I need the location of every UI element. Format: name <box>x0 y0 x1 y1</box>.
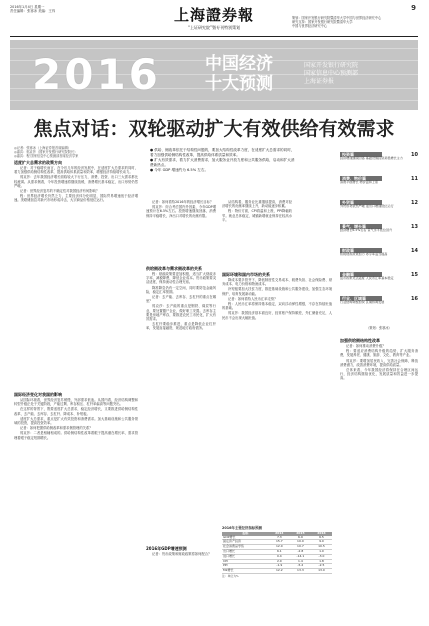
paragraph: 记者：货币政策和财政政策将如何配合？ <box>152 552 212 556</box>
article-column-2d <box>146 552 216 616</box>
masthead-title: 上海證券報 <box>173 6 254 24</box>
page-number: 9 <box>411 4 416 12</box>
sponsor-line: 研究支持：国家开发银行研究院暨清华大学 <box>292 20 353 24</box>
contents-item-desc: 行业结构调整加快 区域协调发展 <box>340 300 385 305</box>
dateline <box>10 5 80 13</box>
paragraph: 降成本要多管齐下，降低制度性交易成本、税费负担、社会保险费、财务成本、电力价格和物流成本。 <box>222 278 332 287</box>
paragraph: 程：物价方面，CPI将温和上涨，PPI降幅收窄。就业总体稳定，城镇新增就业保持在较高水平。 <box>222 209 292 222</box>
banner-org: 国家信息中心预测部 <box>304 70 359 77</box>
feature-banner <box>10 40 418 110</box>
article-column-1b <box>14 398 138 616</box>
contents-index <box>340 152 418 326</box>
contents-item-title: 金融篇 <box>340 272 382 277</box>
banner-org: 国家开发银行研究院 <box>304 62 359 69</box>
indicator-value: 15.7 <box>269 540 290 545</box>
paragraph: 降准降息仍有一定空间，同时要防范金融风险，稳定汇率预期。 <box>146 285 216 294</box>
contents-item-title: 景气、增长篇 <box>340 224 382 229</box>
credit-line: ◎嘉宾：程 国家信息中心预测部首席经济学家 <box>14 154 79 158</box>
banner-stripe <box>10 48 418 49</box>
indicator-value: 2.0 <box>269 559 290 564</box>
key-point: ● 今年 GDP 增速约为 6.5% 左右。 <box>150 168 209 172</box>
contents-item-desc: 投资增速继续回落 基础设施投资是稳增长主力 <box>340 156 403 161</box>
indicator-name: PPI <box>222 564 269 569</box>
contents-item-title: 行业、区域篇 <box>340 296 382 301</box>
page-headline: 焦点对话：双轮驱动扩大有效供给有效需求 <box>33 118 395 140</box>
indicator-name: 出口增长 <box>222 549 269 554</box>
credit-line: ◎嘉宾：郭克莎（国家开发银行研究院院长） <box>14 150 78 154</box>
column-header: 2015 <box>290 532 311 536</box>
paragraph: 记者：世界经济复苏的不确定性对我国经济有何影响？ <box>20 189 100 194</box>
contents-item-desc: 消费平稳增长 物价温和上涨 <box>340 180 379 185</box>
paragraph: 程：人民币汇率将保持基本稳定，双向浮动弹性增强，不存在持续贬值的基础。 <box>222 302 332 311</box>
sponsor-credits <box>292 16 418 28</box>
paragraph: 郭克莎：去年我国经济增长面临较大下行压力，消费、投资、出口三大需求都比较疲弱。从需求侧看，今年投资增速将继续放缓，消费增长基本稳定，出口形势仍然严峻。 <box>14 175 138 188</box>
paragraph: 补短板要加大扶贫力度，推进基础设施和公共服务建设，加强生态环境保护，培育发展新动能。 <box>222 287 332 296</box>
table-body <box>222 536 332 574</box>
banner-title-line: 中国经济 <box>205 54 273 74</box>
banner-title-line: 十大预测 <box>205 74 273 94</box>
contents-item-page: 11 <box>411 176 418 182</box>
article-column-2b <box>222 200 292 262</box>
sponsor-line: 中国与世界经济研究中心 <box>292 24 328 28</box>
column-header: 2016 <box>311 532 332 536</box>
contents-item-desc: 货币政策灵活适度 人民币汇率基本稳定 <box>340 276 394 281</box>
section-heading: 加强供给侧结构性改革 <box>340 338 380 343</box>
contents-item-page: 12 <box>411 200 418 206</box>
column-header: 2014 <box>269 532 290 536</box>
paragraph: 记者：如何把握供给侧改革和需求侧管理的关系？ <box>20 426 93 431</box>
indicator-value: -3.0 <box>311 554 332 559</box>
article-column-2c <box>146 272 216 542</box>
data-table <box>222 532 332 574</box>
indicator-value: 1.8 <box>311 559 332 564</box>
indicator-value: 1.4 <box>290 559 311 564</box>
indicator-value: 12.0 <box>269 545 290 550</box>
key-points <box>150 148 298 173</box>
contents-item-page: 14 <box>411 248 418 254</box>
top-divider <box>10 36 418 37</box>
contents-item-page: 16 <box>411 296 418 302</box>
contents-item-page: 13 <box>411 224 418 230</box>
paragraph: 记者：去产能、去库存、去杠杆的重点在哪里？ <box>146 295 216 304</box>
date-text: 2016年1月4日 星期一 <box>10 5 45 9</box>
table-row <box>222 569 332 574</box>
contents-item-title: 投资篇 <box>340 152 382 157</box>
indicator-value: 10.0 <box>290 540 311 545</box>
paragraph: 在这样的背景下，既要适度扩大总需求，稳定经济增长，又要推进供给侧结构性改革，去产能、去库存、去杠杆、降成本、补短板。 <box>14 407 138 416</box>
indicator-name: 进口增长 <box>222 554 269 559</box>
paragraph: 郭克莎：综合考虑国内外因素，今年GDP增速预计在6.5%左右。投资增速继续回落，消费保持平稳增长，净出口对增长的贡献有限。 <box>146 205 216 218</box>
table-title: 2016年主要经济指标预测 <box>222 526 262 530</box>
indicator-value: 10.5 <box>311 545 332 550</box>
indicator-name: M2增长 <box>222 569 269 574</box>
column-header: 指标 <box>222 532 269 536</box>
indicator-value: -14.1 <box>290 554 311 559</box>
paragraph: 去杠杆要稳步推进，重点是降低企业杠杆率，发展直接融资，规范地方政府债务。 <box>146 322 216 331</box>
paragraph: 记者：如何看待2016年的经济增长目标？ <box>152 200 214 204</box>
paragraph: 程：要适应消费结构升级的趋势，扩大服务消费，发展养老、健康、旅游、文化、教育等产业。 <box>340 349 418 358</box>
paragraph: 郭克莎：去产能的重点是钢铁、煤炭等行业，要处置僵尸企业，做好职工安置。去库存主要是房地产库存，要推进农民工市民化，扩大有效需求。 <box>146 304 216 322</box>
indicator-value: 6.1 <box>269 549 290 554</box>
article-column-2a <box>146 200 216 262</box>
section-heading: 国际环境和国内市场的关系 <box>222 272 270 277</box>
key-point: ● 供给、侧改革依托于结构性问题的，要加大结构性改革力度，在适度扩大总需求的同时，着力加强供给侧结构性改革，提高供给体系质量和效率。 <box>150 148 295 157</box>
banner-org: 上海证券报 <box>304 78 335 85</box>
indicator-name: 固定资产投资 <box>222 540 269 545</box>
indicator-value: 6.5 <box>311 536 332 540</box>
contents-footer: （策划：张寒冰） <box>366 326 392 330</box>
indicator-value: 9.0 <box>311 540 332 545</box>
indicator-value: 12.2 <box>269 569 290 574</box>
article-column-3 <box>222 278 332 522</box>
key-point: ● 扩大有效需求，着力扩大消费需求，加大服务业开放力度和公共服务供给，启动和扩大消费新热点。 <box>150 158 295 167</box>
sponsor-line: 策划：国家开发银行研究院暨清华大学中国与世界经济研究中心 <box>292 16 382 20</box>
indicator-value: -2.8 <box>290 549 311 554</box>
indicator-name: CPI <box>222 559 269 564</box>
interview-credits <box>14 146 134 158</box>
paragraph: 郭克莎：二者是相辅相成的。供给侧结构性改革着眼于提高潜在增长率，需求管理着眼于稳定短期增长。 <box>14 431 138 440</box>
section-heading: 供给侧改革与需求侧改革的关系 <box>146 266 202 271</box>
paragraph: 记者：如何推动消费升级？ <box>346 344 386 348</box>
indicator-name: 社会消费品零售 <box>222 545 269 550</box>
indicator-value: 0.4 <box>269 554 290 559</box>
indicator-value: 6.9 <box>290 536 311 540</box>
contents-item[interactable] <box>340 296 418 326</box>
banner-title <box>205 54 300 94</box>
article-column-1 <box>14 166 138 388</box>
paragraph: 记者：对于稳增长而言，在今后几年的经济发展中，在适度扩大总需求的同时，着力加强供给侧结构性改革，提高供给体系质量和效率，增强经济持续增长动力。 <box>14 166 138 175</box>
credit-line: ◎记者：张寒冰（上海证券报首席编辑） <box>14 146 71 150</box>
contents-item-title: 消费、物价篇 <box>340 176 382 181</box>
paragraph: 从结构看，服务业比重继续提高，消费对经济增长的贡献率继续上升，新动能逐步积累。 <box>222 200 292 209</box>
banner-year: 2016 <box>32 50 161 99</box>
paragraph: 记者：如何看待人民币汇率走势？ <box>228 296 278 301</box>
section-heading: 适度扩大总需求的政策方向 <box>14 160 62 165</box>
paragraph: 总体来看，今年我国经济将保持在合理区间运行，经济结构继续优化，发展质量和效益进一步提高。 <box>340 368 418 381</box>
paragraph: 程：世界经济增长仍然乏力，主要经济体分化明显，国际贸易增速低于经济增速。美联储加息对新兴市场形成冲击，大宗商品价格低位运行。 <box>14 194 138 203</box>
indicator-value: 13.0 <box>311 569 332 574</box>
paragraph: 从国际环境看，世界经济复苏缓慢，外部需求低迷。从国内看，经济结构调整和转型升级正处于关键阶段，产能过剩、库存积压、杠杆率偏高等问题突出。 <box>14 398 138 407</box>
table-note: 注：单位为% <box>222 573 239 578</box>
paragraph: 适度扩大总需求，重点是扩大有效投资和消费需求。加大基础设施和公共服务领域的投资，提高投资效率。 <box>14 416 138 426</box>
contents-item-page: 15 <box>411 272 418 278</box>
editor-credit: 责任编辑：张寒冰 美编：王茸 <box>10 9 56 14</box>
indicator-value: -1.9 <box>269 564 290 569</box>
indicator-value: 7.3 <box>269 536 290 540</box>
indicator-value: -5.2 <box>290 564 311 569</box>
forecast-table <box>222 527 332 579</box>
paragraph: 程：财政政策要更加积极，适当扩大财政赤字率，减税降费，降低企业成本。货币政策要灵活适度，保持流动性合理充裕。 <box>146 272 216 285</box>
contents-item-desc: 外贸形势依然严峻 进出口增速低位运行 <box>340 204 394 209</box>
indicator-value: 1.0 <box>311 549 332 554</box>
contents-item-title: 财政篇 <box>340 248 382 253</box>
masthead-subtitle: “上证研究院”暨专刊特别策划 <box>187 25 241 30</box>
contents-item-page: 10 <box>411 152 418 158</box>
contents-item-desc: 积极财政政策加力 赤字率适当提高 <box>340 252 388 257</box>
indicator-name: GDP增长 <box>222 536 269 540</box>
article-column-4 <box>340 344 418 616</box>
contents-item-title: 外贸篇 <box>340 200 382 205</box>
contents-item-desc: 经济增长6.5%左右 景气水平低位回升 <box>340 228 393 233</box>
indicator-value: 13.3 <box>290 569 311 574</box>
paragraph: 郭克莎：要增加居民收入，完善社会保障，释放消费潜力，改善消费环境，提高供给质量。 <box>340 358 418 367</box>
indicator-value: 10.7 <box>290 545 311 550</box>
section-heading: 2016年GDP增速预测 <box>146 546 187 551</box>
paragraph: 郭克莎：我国经济基本面良好，经常账户保持顺差，外汇储备充足，人民币不会出现大幅贬值。 <box>222 311 332 320</box>
banner-orgs <box>304 62 382 86</box>
section-heading: 国际经济变化对我国的影响 <box>14 392 62 397</box>
banner-stripe <box>10 100 418 101</box>
indicator-value: -2.5 <box>311 564 332 569</box>
